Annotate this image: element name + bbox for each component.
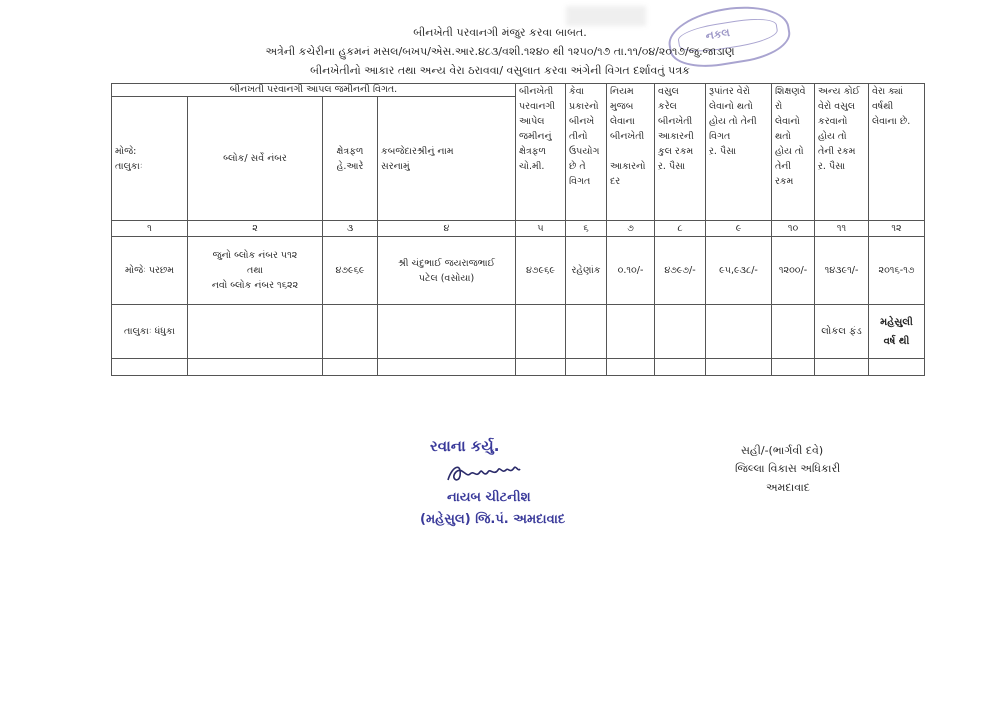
table-row <box>112 305 925 359</box>
empty-cell <box>772 305 815 359</box>
empty-cell <box>516 305 566 359</box>
header-cell: બ્લોક/ સર્વે નંબર <box>188 97 323 221</box>
header-cell: કબજેદારશ્રીનું નામ સરનામું <box>378 97 516 221</box>
land-details-table <box>111 83 925 376</box>
header-cell: શિક્ષણવે રો લેવાનો થતો હોય તો તેની રકમ <box>772 84 815 221</box>
document-subject: બીનખેતી પરવાનગી મંજુર કરવા બાબત. <box>413 26 587 39</box>
deputy-designation: નાયબ ચીટનીશ <box>447 490 531 505</box>
header-cell: વસુલ કરેલ બીનખેતી આકારની કુલ રકમ ર઼. પૈસા <box>655 84 706 221</box>
signatory-name: સહી/-(ભાર્ગવી દવે) <box>741 444 824 457</box>
column-number: ૭ <box>607 221 655 237</box>
column-number: ૩ <box>323 221 378 237</box>
ink-smudge <box>566 6 646 26</box>
officer-designation: જિલ્લા વિકાસ અધિકારી <box>735 462 841 475</box>
header-cell: નિયમ મુજબ લેવાના બીનખેતી આકારનો દર <box>607 84 655 221</box>
year-cell: ૨૦૧૬-૧૭ <box>869 237 925 305</box>
deputy-office: (મહેસુલ) જિ.પં. અમદાવાદ <box>420 512 566 527</box>
empty-cell <box>655 305 706 359</box>
conversion-tax-cell: ૯૫,૯૩૮/- <box>706 237 772 305</box>
header-cell: મોજે: તાલુકાઃ <box>112 97 188 221</box>
taluka-cell: તાલુકાઃ ધંધુકા <box>112 305 188 359</box>
empty-cell <box>566 305 607 359</box>
empty-cell <box>378 305 516 359</box>
handwritten-signature <box>444 458 522 486</box>
other-tax-cell: ૧૪૩૯૧/- <box>815 237 869 305</box>
education-tax-cell: ૧૨૦૦/- <box>772 237 815 305</box>
column-number: ૮ <box>655 221 706 237</box>
owner-cell: શ્રી ચંદુભાઈ જયરાજભાઈ પટેલ (વસોયા) <box>378 237 516 305</box>
village-cell: મોજેઃ પરછમ <box>112 237 188 305</box>
statement-title: બીનખેતીનો આકાર તથા અન્ય વેરા ઠરાવવા/ વસુલાત કરવા અંગેની વિગત દર્શાવતું પત્રક <box>310 64 690 77</box>
column-number: ૧૧ <box>815 221 869 237</box>
forwarded-stamp: રવાના કર્યુ. <box>430 437 500 455</box>
empty-cell <box>706 305 772 359</box>
column-number: ૨ <box>188 221 323 237</box>
column-number: ૯ <box>706 221 772 237</box>
column-number: ૧૨ <box>869 221 925 237</box>
header-cell: ક્ષેત્રફળ હે.આરે <box>323 97 378 221</box>
table-row <box>112 359 925 376</box>
empty-cell <box>323 305 378 359</box>
use-type-cell: રહેણાંક <box>566 237 607 305</box>
area-cell: ૪૭૯૬૯ <box>323 237 378 305</box>
revenue-year-cell: મહેસુલી વર્ષ થી <box>869 305 925 359</box>
empty-cell <box>607 305 655 359</box>
header-cell: બીનખેતી પરવાનગી આપેલ જમીનનું ક્ષેત્રફળ ચો.મી. <box>516 84 566 221</box>
column-number: ૧ <box>112 221 188 237</box>
empty-cell <box>188 305 323 359</box>
order-reference: અત્રેની કચેરીના હુકમનં મસલ/બખપ/એસ.આર.૪૮૩/વશી.૧૨૪૦ થી ૧૨૫૦/૧૭ તા.૧૧/૦૪/૨૦૧૭/જુ.જાડાણ <box>265 45 735 58</box>
office-stamp: નકલ <box>664 0 793 73</box>
header-cell: વેરા ક્યાં વર્ષથી લેવાના છે. <box>869 84 925 221</box>
header-cell: અન્ય કોઈ વેરો વસુલ કરવાનો હોય તો તેની રકમ ર઼. પૈસા <box>815 84 869 221</box>
officer-city: અમદાવાદ <box>766 481 810 494</box>
total-cell: ૪૭૯૭/- <box>655 237 706 305</box>
block-number-cell: જુનો બ્લોક નંબર ૫૧૨ તથા નવો બ્લોક નંબર ૧૬૨૨ <box>188 237 323 305</box>
header-cell: રૂપાંતર વેરો લેવાનો થતો હોય તો તેની વિગત ર઼. પૈસા <box>706 84 772 221</box>
fund-cell: લોકલ ફંડ <box>815 305 869 359</box>
na-area-cell: ૪૭૯૬૯ <box>516 237 566 305</box>
column-number: ૧૦ <box>772 221 815 237</box>
table-caption: બીનખતી પરવાનગી આપલ જમીનની વિગત. <box>112 84 516 97</box>
header-cell: કેવા પ્રકારનો બીનખે તીનો ઉપયોગ છે તે વિગત <box>566 84 607 221</box>
column-number: ૫ <box>516 221 566 237</box>
column-number: ૬ <box>566 221 607 237</box>
table-row <box>112 237 925 305</box>
rate-cell: ૦.૧૦/- <box>607 237 655 305</box>
column-number: ૪ <box>378 221 516 237</box>
